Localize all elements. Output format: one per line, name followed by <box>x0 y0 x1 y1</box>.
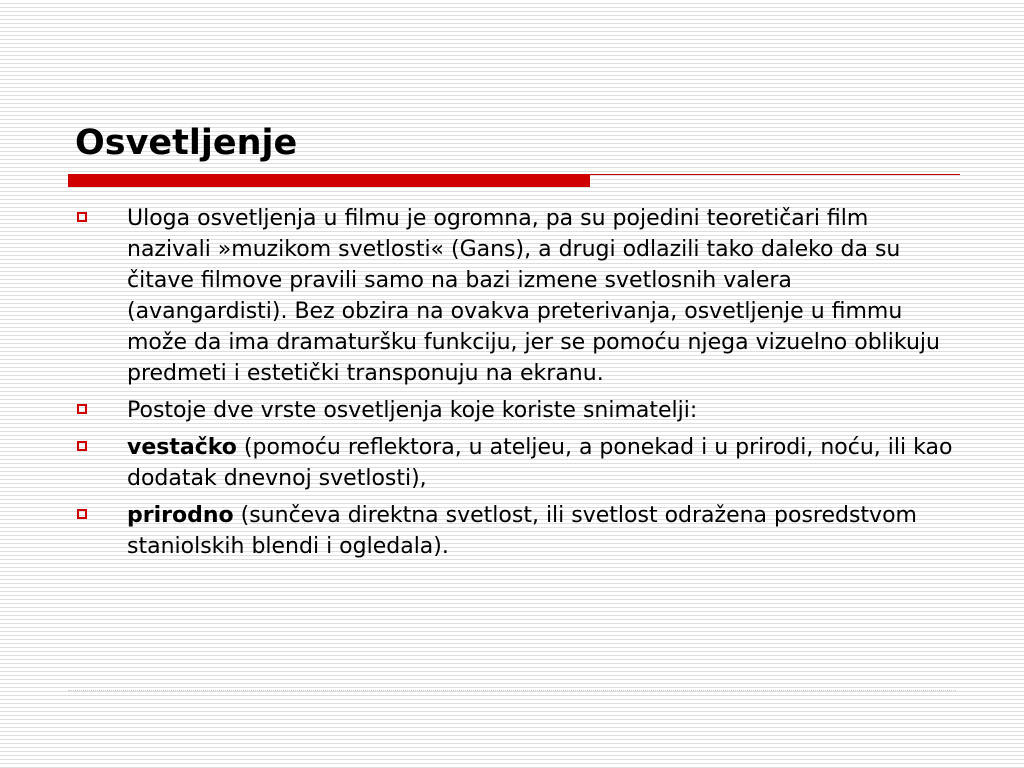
bullet-text: (sunčeva direktna svetlost, ili svetlost odražena posredstvom staniolskih blendi i ogledala). <box>127 503 917 559</box>
bullet-text: (pomoću reflektora, u ateljeu, a ponekad i u prirodi, noću, ili kao dodatak dnevnoj svetlosti), <box>127 435 953 491</box>
hollow-square-icon <box>77 441 87 451</box>
hollow-square-icon <box>77 212 87 222</box>
hollow-square-icon <box>77 404 87 414</box>
title-underline-bar <box>68 175 590 187</box>
slide-title: Osvetljenje <box>75 123 298 163</box>
bullet-list <box>76 203 956 568</box>
footer-divider <box>68 690 956 691</box>
bullet-item <box>76 395 956 426</box>
bullet-term: vestačko <box>127 435 237 460</box>
bullet-text: Postoje dve vrste osvetljenja koje koriste snimatelji: <box>127 398 698 423</box>
hollow-square-icon <box>77 509 87 519</box>
bullet-item <box>76 203 956 389</box>
bullet-item <box>76 500 956 562</box>
bullet-term: prirodno <box>127 503 234 528</box>
bullet-text: Uloga osvetljenja u filmu je ogromna, pa su pojedini teoretičari film nazivali »muzikom svetlosti« (Gans), a drugi odlazili tako daleko da su čitave filmove pravili samo na bazi izmene svetlosnih valera (avangardisti). Bez obzira na ovakva preterivanja, osvetljenje u fimmu može da ima dramaturšku funkciju, jer se pomoću njega vizuelno oblikuju predmeti i estetički transponuju na ekranu. <box>127 206 940 386</box>
bullet-item <box>76 432 956 494</box>
